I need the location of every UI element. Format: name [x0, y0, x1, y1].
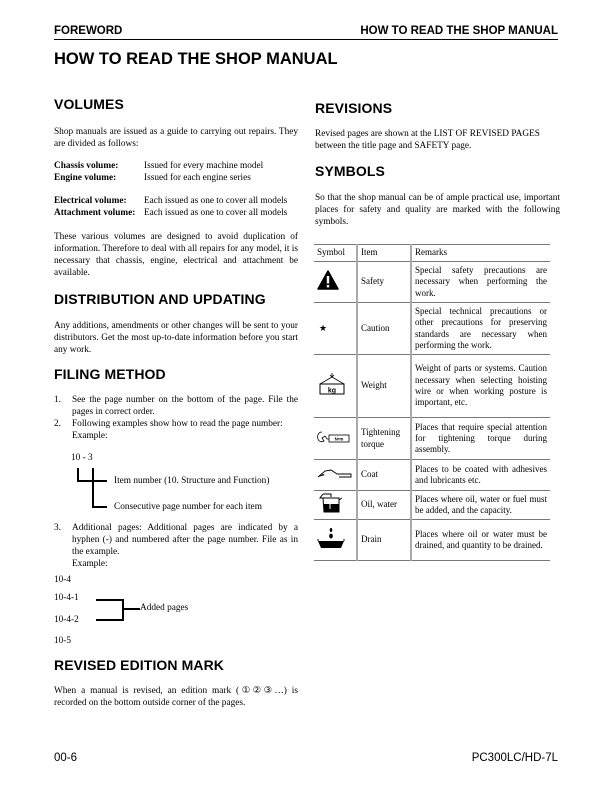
volume-desc: Issued for each engine series — [144, 173, 251, 183]
filing-item-1 — [54, 394, 298, 418]
volumes-outro: These various volumes are designed to avoid duplication of information. Therefore to deal with all repairs for any model, it is necessary that chassis, engine, electrical and attachment be available. — [54, 232, 298, 278]
header-topic: HOW TO READ THE SHOP MANUAL — [360, 25, 558, 37]
item-cell: Weight — [357, 355, 411, 418]
distribution-heading: DISTRIBUTION AND UPDATING — [54, 291, 266, 307]
item-cell: Drain — [357, 520, 411, 561]
bracket-line — [96, 619, 124, 621]
remarks-cell: Places to be coated with adhesives and lubricants etc. — [415, 463, 547, 485]
added-pages-label: Added pages — [140, 603, 189, 613]
list-number: 3. — [54, 523, 61, 533]
item-cell: Caution — [357, 303, 411, 355]
volume-row-chassis — [54, 160, 263, 172]
column-header-symbol: Symbol — [314, 245, 357, 262]
star-icon: ★ — [319, 322, 328, 333]
table-row-weight — [314, 355, 550, 418]
page-example-code: 10 - 3 — [71, 453, 93, 463]
item-cell: Oil, water — [357, 491, 411, 520]
item-cell: Tightening torque — [357, 418, 411, 460]
volumes-intro: Shop manuals are issued as a guide to carrying out repairs. They are divided as follows: — [54, 127, 298, 149]
list-text: Additional pages: Additional pages are indicated by a hyphen (-) and numbered after the page number. File as in the example. — [72, 523, 298, 557]
svg-text:N•m: N•m — [334, 436, 344, 442]
list-text: See the page number on the bottom of the page. File the pages in correct order. — [72, 395, 298, 417]
list-number: 2. — [54, 419, 61, 429]
item-cell: Coat — [357, 460, 411, 491]
filing-item-2 — [54, 418, 298, 442]
page-header — [54, 25, 558, 40]
volume-label: Attachment volume: — [54, 208, 136, 218]
page-number: 00-6 — [54, 752, 78, 764]
model-number: PC300LC/HD-7L — [471, 752, 558, 764]
warning-triangle-icon — [317, 270, 339, 290]
remarks-cell: Special safety precautions are necessary when performing the work. — [415, 265, 547, 298]
page-example-item-label: Item number (10. Structure and Function) — [114, 476, 270, 486]
bracket-line — [122, 608, 140, 610]
remarks-cell: Places where oil, water or fuel must be added, and the capacity. — [415, 493, 547, 515]
list-number: 1. — [54, 395, 61, 405]
remarks-cell: Places that require special attention for tightening torque during assembly. — [415, 421, 547, 455]
table-row-torque — [314, 418, 550, 460]
volume-row-attachment — [54, 207, 287, 219]
added-page: 10-5 — [54, 636, 72, 646]
table-header-row — [314, 245, 550, 262]
coat-icon — [317, 467, 353, 479]
svg-text:kg: kg — [327, 387, 337, 395]
symbols-table — [314, 244, 550, 561]
header-section: FOREWORD — [54, 25, 123, 37]
drain-icon — [317, 527, 345, 549]
remarks-cell: Places where oil or water must be drained, and quantity to be drained. — [415, 528, 547, 550]
list-subtext: Example: — [72, 431, 108, 441]
distribution-text: Any additions, amendments or other changes will be sent to your distributors. Get the most up-to-date information before you start any work. — [54, 321, 298, 355]
filing-item-3 — [54, 522, 298, 570]
table-row-safety — [314, 262, 550, 303]
revisions-text: Revised pages are shown at the LIST OF REVISED PAGES between the title page and SAFETY page. — [315, 129, 540, 151]
volumes-heading: VOLUMES — [54, 96, 124, 112]
oil-can-icon — [317, 493, 343, 513]
column-header-remarks: Remarks — [415, 247, 447, 258]
diagram-line — [92, 506, 107, 508]
page-title: HOW TO READ THE SHOP MANUAL — [54, 50, 338, 68]
added-page: 10-4-2 — [54, 615, 79, 625]
filing-heading: FILING METHOD — [54, 366, 166, 382]
revised-edition-text: When a manual is revised, an edition mark (①②③…) is recorded on the bottom outside corner of the pages. — [54, 686, 298, 708]
bracket-line — [122, 599, 124, 621]
volume-label: Engine volume: — [54, 173, 117, 183]
volume-desc: Each issued as one to cover all models — [144, 196, 288, 206]
table-row-caution — [314, 303, 550, 355]
volume-desc: Issued for every machine model — [144, 161, 264, 171]
diagram-line — [92, 468, 94, 507]
added-page: 10-4 — [54, 575, 72, 585]
revisions-heading: REVISIONS — [315, 100, 393, 116]
remarks-cell: Special technical precautions or other precautions for preserving standards are necessary when performing the work. — [415, 305, 547, 350]
symbols-heading: SYMBOLS — [315, 163, 385, 179]
table-row-drain — [314, 520, 550, 561]
table-row-coat — [314, 460, 550, 491]
symbols-intro: So that the shop manual can be of ample practical use, important places for safety and quality are marked with the following symbols. — [315, 193, 560, 227]
torque-wrench-icon — [317, 430, 351, 444]
column-header-item: Item — [357, 245, 411, 262]
volume-desc: Each issued as one to cover all models — [144, 208, 288, 218]
remarks-cell: Weight of parts or systems. Caution necessary when selecting hoisting wire or when working posture is important, etc. — [415, 363, 547, 408]
revised-edition-heading: REVISED EDITION MARK — [54, 657, 225, 673]
weight-kg-icon — [317, 372, 347, 396]
added-page: 10-4-1 — [54, 593, 79, 603]
volume-row-engine — [54, 172, 251, 184]
list-text: Following examples show how to read the page number: — [72, 419, 283, 429]
volume-row-electrical — [54, 195, 287, 207]
volume-label: Chassis volume: — [54, 161, 119, 171]
volume-label: Electrical volume: — [54, 196, 127, 206]
list-subtext: Example: — [72, 559, 108, 569]
table-row-oil-water — [314, 491, 550, 520]
item-cell: Safety — [357, 262, 411, 303]
page-example-page-label: Consecutive page number for each item — [114, 502, 262, 512]
bracket-line — [96, 599, 124, 601]
